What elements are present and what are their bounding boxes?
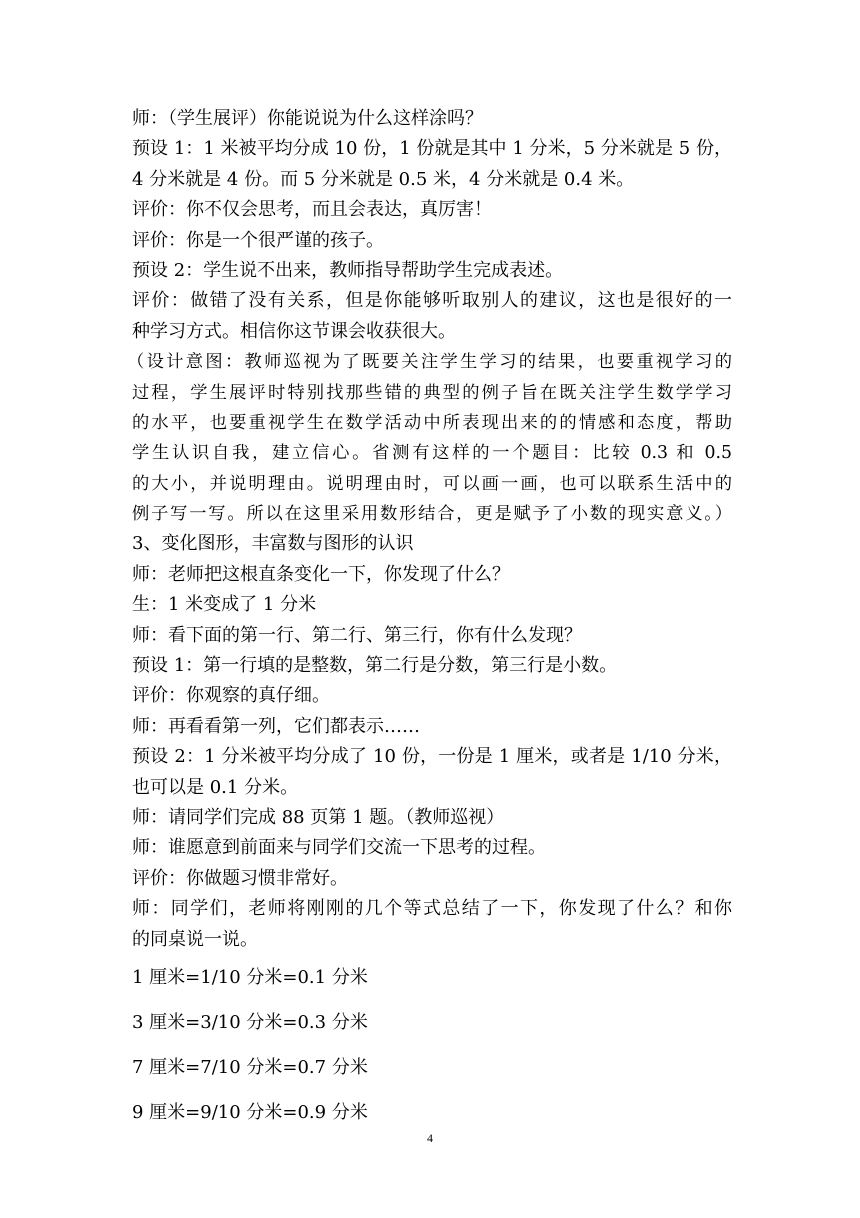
text-line: 预设 1：第一行填的是整数，第二行是分数，第三行是小数。 [132,655,618,677]
section-heading: 3、变化图形，丰富数与图形的认识 [132,533,414,555]
text-line: 评价：你是一个很严谨的孩子。 [132,229,384,251]
text-line: 评价：你观察的真仔细。 [132,685,330,707]
text-line: 种学习方式。相信你这节课会收获很大。 [132,320,456,342]
text-line: 评价：做错了没有关系，但是你能够听取别人的建议，这也是很好的一 [132,290,732,312]
design-note-line: 的水平，也要重视学生在数学活动中所表现出来的的情感和态度，帮助 [132,412,732,433]
page-number: 4 [427,1131,433,1145]
document-body [127,104,732,1135]
text-line: 评价：你不仅会思考，而且会表达，真厉害！ [132,199,492,221]
text-line: 预设 2：1 分米被平均分成了 10 份，一份是 1 厘米，或者是 1/10 分米， [132,746,732,768]
design-note-line: 例子写一写。所以在这里采用数形结合，更是赋予了小数的现实意义。） [132,504,732,525]
equation: 7 厘米=7/10 分米=0.7 分米 [132,1056,368,1078]
text-line: 师：看下面的第一行、第二行、第三行，你有什么发现？ [132,624,582,646]
text-line: 也可以是 0.1 分米。 [132,776,299,798]
design-note-line: 学生认识自我，建立信心。省测有这样的一个题目：比较 0.3 和 0.5 [132,443,732,464]
text-line: 师：谁愿意到前面来与同学们交流一下思考的过程。 [132,837,546,859]
text-line: 师：请同学们完成 88 页第 1 题。（教师巡视） [132,806,505,828]
text-line: 预设 2：学生说不出来，教师指导帮助学生完成表述。 [132,259,564,281]
design-note-line: 的大小，并说明理由。说明理由时，可以画一画，也可以联系生活中的 [132,473,732,494]
text-line: 4 分米就是 4 份。而 5 分米就是 0.5 米，4 分米就是 0.4 米。 [132,168,635,190]
text-line: 的同桌说一说。 [132,928,258,950]
equation: 1 厘米=1/10 分米=0.1 分米 [132,966,368,988]
text-line: 师：（学生展评）你能说说为什么这样涂吗？ [132,108,483,129]
text-line: 师：老师把这根直条变化一下，你发现了什么？ [132,563,510,585]
equation: 9 厘米=9/10 分米=0.9 分米 [132,1101,368,1123]
equation-list [132,955,732,1135]
text-line: 评价：你做题习惯非常好。 [132,867,348,889]
equation: 3 厘米=3/10 分米=0.3 分米 [132,1011,368,1033]
text-line: 师：同学们，老师将刚刚的几个等式总结了一下，你发现了什么？和你 [132,898,732,920]
design-note-line: （设计意图：教师巡视为了既要关注学生学习的结果，也要重视学习的 [127,352,732,373]
text-line: 预设 1：1 米被平均分成 10 份，1 份就是其中 1 分米，5 分米就是 5 份， [132,138,732,160]
design-note [127,347,732,529]
text-line: 生：1 米变成了 1 分米 [132,594,317,616]
text-line: 师：再看看第一列，它们都表示…… [132,715,420,737]
design-note-line: 过程，学生展评时特别找那些错的典型的例子旨在既关注学生数学学习 [132,382,732,403]
